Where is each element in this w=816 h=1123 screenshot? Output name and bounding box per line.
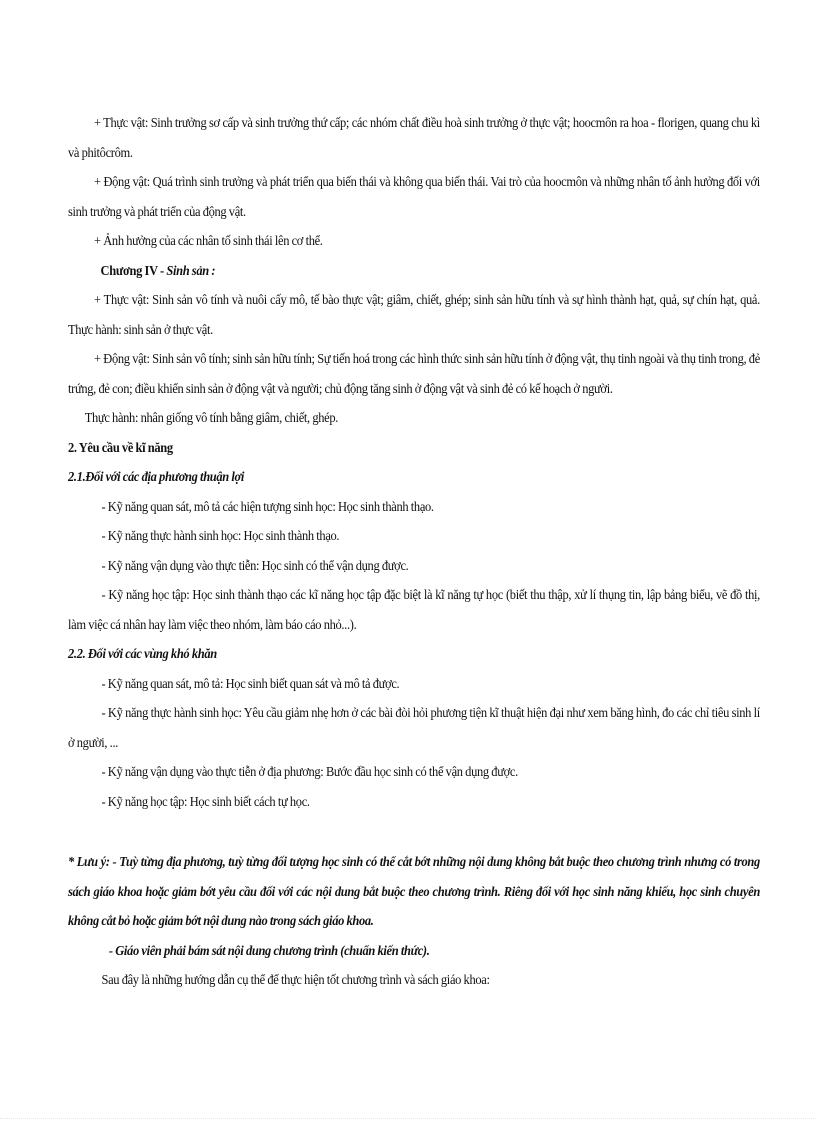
paragraph-plant-growth: + Thực vật: Sinh trưởng sơ cấp và sinh trưởng thứ cấp; các nhóm chất điều hoà sinh trưởng ở thực vật; hoocmôn ra hoa - florigen, quang chu kì và phitôcrôm. <box>68 115 760 160</box>
paragraph-animal-reproduction: + Động vật: Sinh sản vô tính; sinh sản hữu tính; Sự tiến hoá trong các hình thức sinh sản hữu tính ở động vật, thụ tinh ngoài và thụ tinh trong, đẻ trứng, đẻ con; điều khiển sinh sản ở động vật và người; chủ động tăng sinh ở động vật và sinh đẻ có kế hoạch ở người. <box>68 351 760 396</box>
list-item: - Kỹ năng quan sát, mô tả: Học sinh biết quan sát và mô tả được. <box>101 675 400 691</box>
note-teacher-line: - Giáo viên phải bám sát nội dung chương trình (chuẩn kiến thức). <box>108 942 430 958</box>
paragraph-plant-reproduction: + Thực vật: Sinh sản vô tính và nuôi cấy mô, tế bào thực vật; giâm, chiết, ghép; sinh sản hữu tính và sự hình thành hạt, quả, sự chín hạt, quả. Thực hành: sinh sản ở thực vật. <box>68 292 760 337</box>
list-item: - Kỹ năng vận dụng vào thực tiễn ở địa phương: Bước đầu học sinh có thể vận dụng được. <box>101 764 518 779</box>
chapter-heading <box>68 256 792 286</box>
note-paragraph: * Lưu ý: - Tuỳ từng địa phương, tuỳ từng đối tượng học sinh có thể cắt bớt những nội dung không bắt buộc theo chương trình nhưng có trong sách giáo khoa hoặc giảm bớt yêu cầu đối với các nội dung bắt buộc theo chương trình. Riêng đối với học sinh năng khiếu, học sinh chuyên không cắt bỏ hoặc giảm bớt nội dung nào trong sách giáo khoa. <box>68 854 760 928</box>
list-item: - Kỹ năng vận dụng vào thực tiễn: Học sinh có thể vận dụng được. <box>101 557 409 573</box>
list-item: - Kỹ năng thực hành sinh học: Yêu cầu giảm nhẹ hơn ở các bài đòi hỏi phương tiện kĩ thuật hiện đại như xem băng hình, đo các chỉ tiêu sinh lí ở người, ... <box>68 705 760 750</box>
subsection-heading-difficult: 2.2. Đối với các vùng khó khăn <box>68 646 217 661</box>
subsection-heading-favorable: 2.1.Đối với các địa phương thuận lợi <box>68 469 245 484</box>
list-item: - Kỹ năng học tập: Học sinh biết cách tự học. <box>101 793 310 809</box>
document-body <box>68 108 760 995</box>
chapter-title: Sinh sản : <box>166 262 216 278</box>
list-item: - Kỹ năng quan sát, mô tả các hiện tượng sinh học: Học sinh thành thạo. <box>101 498 434 514</box>
paragraph-animal-growth: + Động vật: Quá trình sinh trưởng và phát triển qua biến thái và không qua biến thái. Vai trò của hoocmôn và những nhân tố ảnh hưởng đối với sinh trưởng và phát triển của động vật. <box>68 174 760 219</box>
section-heading: 2. Yêu cầu về kĩ năng <box>68 439 173 455</box>
page-bottom-divider <box>0 1118 816 1119</box>
list-item: - Kỹ năng học tập: Học sinh thành thạo các kĩ năng học tập đặc biệt là kĩ năng tự học (biết thu thập, xử lí thụng tin, lập bảng biểu, vẽ đồ thị, làm việc cá nhân hay làm việc theo nhóm, làm báo cáo nhỏ...). <box>68 587 760 632</box>
chapter-prefix: Chương IV - <box>100 262 167 278</box>
closing-line: Sau đây là những hướng dẫn cụ thể để thực hiện tốt chương trình và sách giáo khoa: <box>101 972 490 987</box>
paragraph-ecological-factors: + Ảnh hưởng của các nhân tố sinh thái lên cơ thể. <box>94 233 323 248</box>
paragraph-practice: Thực hành: nhân giống vô tính bằng giâm, chiết, ghép. <box>84 410 339 425</box>
list-item: - Kỹ năng thực hành sinh học: Học sinh thành thạo. <box>101 528 340 543</box>
